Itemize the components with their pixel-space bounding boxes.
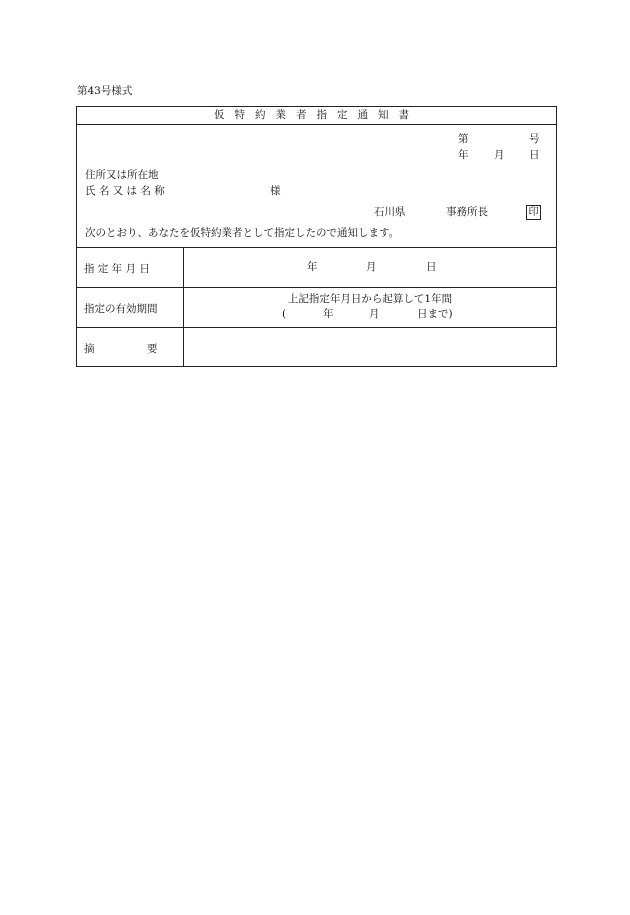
issuer-office: 事務所長 (446, 206, 488, 218)
row-designation-date (77, 247, 556, 287)
seal-mark: 印 (526, 205, 541, 220)
date-year: 年 (458, 149, 469, 161)
label-remarks: 摘 要 (84, 343, 158, 355)
date-day: 日 (529, 149, 540, 161)
validity-end: 日まで) (417, 308, 453, 320)
label-designation-date: 指 定 年 月 日 (84, 263, 150, 275)
honorific: 様 (270, 185, 281, 197)
row-remarks (77, 327, 556, 367)
designation-day: 日 (426, 261, 437, 273)
body-text: 次のとおり、あなたを仮特約業者として指定したので通知します。 (85, 227, 400, 239)
form-number: 第43号様式 (77, 85, 133, 97)
notice-form (76, 106, 557, 367)
column-divider (183, 247, 184, 367)
label-validity: 指定の有効期間 (84, 303, 158, 315)
ref-dai: 第 (458, 133, 469, 145)
validity-year: 年 (323, 308, 334, 320)
ref-go: 号 (529, 133, 540, 145)
designation-month: 月 (366, 261, 377, 273)
date-month: 月 (494, 149, 505, 161)
issuer-prefecture: 石川県 (374, 206, 406, 218)
form-title: 仮特約業者指定通知書 (77, 107, 556, 125)
name-label: 氏 名 又 は 名 称 (85, 185, 165, 197)
address-label: 住所又は所在地 (85, 169, 159, 181)
designation-year: 年 (307, 261, 318, 273)
validity-month: 月 (369, 308, 380, 320)
row-validity (77, 287, 556, 327)
validity-open: ( (282, 308, 287, 320)
validity-text: 上記指定年月日から起算して1年間 (287, 293, 453, 305)
